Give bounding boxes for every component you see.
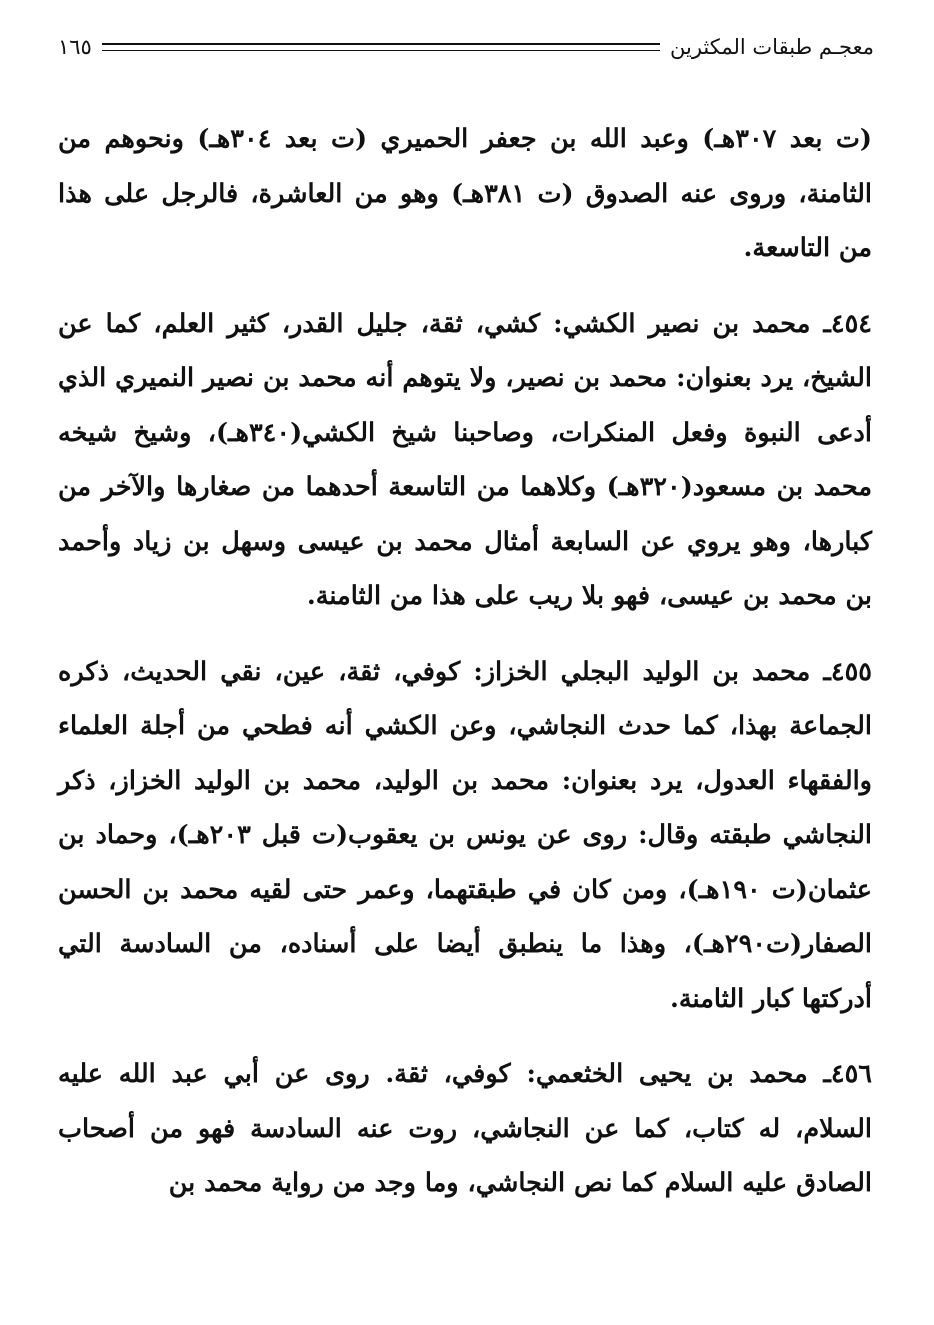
page-body [58,112,872,1211]
paragraph-continuation [58,112,872,276]
entry-name: محمد بن نصير الكشي: [553,308,811,339]
page-number: ١٦٥ [58,35,92,59]
running-header [58,30,874,64]
entry-454 [58,297,872,624]
entry-456 [58,1047,872,1211]
entry-name: محمد بن يحيى الخثعمي: [526,1059,808,1089]
entry-number: ٤٥٤ـ [823,308,872,339]
running-title: معجـم طبقات المكثرين [670,35,874,59]
entry-text: كوفي، ثقة، عين، نقي الحديث، ذكره الجماعة بهذا، كما حدث النجاشي، وعن الكشي أنه فطحي من أجلة العلماء والفقهاء العدول، يرد بعنوان: محمد بن الوليد، محمد بن الوليد الخزاز، ذكر النجاشي طبقته وقال: روى عن يونس بن يعقوب(ت قبل ٢٠٣هـ)، وحماد بن عثمان(ت ١٩٠هـ)، ومن كان في طبقتهما، وعمر حتى لقيه محمد بن الحسن الصفار(ت٢٩٠هـ)، وهذا ما ينطبق أيضا على أسناده، من السادسة التي أدركتها كبار الثامنة. [58,656,872,1014]
entry-text: كوفي، ثقة. روى عن أبي عبد الله عليه السلام، له كتاب، كما عن النجاشي، روت عنه السادسة فهو من أصحاب الصادق عليه السلام كما نص النجاشي، وما وجد من رواية محمد بن [58,1059,872,1198]
paragraph-gap [58,1026,872,1047]
entry-number: ٤٥٥ـ [823,656,872,687]
entry-number: ٤٥٦ـ [823,1059,872,1089]
paragraph-gap [58,624,872,645]
entry-name: محمد بن الوليد البجلي الخزاز: [473,656,811,687]
entry-text: كشي، ثقة، جليل القدر، كثير العلم، كما عن الشيخ، يرد بعنوان: محمد بن نصير، ولا يتوهم أنه محمد بن نصير النميري الذي أدعى النبوة وفعل المنكرات، وصاحبنا شيخ الكشي(٣٤٠هـ)، وشيخ شيخه محمد بن مسعود(٣٢٠هـ) وكلاهما من التاسعة أحدهما من صغارها والآخر من كبارها، وهو يروي عن السابعة أمثال محمد بن عيسى وسهل بن زياد وأحمد بن محمد بن عيسى، فهو بلا ريب على هذا من الثامنة. [58,308,872,611]
header-rule [102,43,660,51]
paragraph-text: (ت بعد ٣٠٧هـ) وعبد الله بن جعفر الحميري (ت بعد ٣٠٤هـ) ونحوهم من الثامنة، وروى عنه الصدوق (ت ٣٨١هـ) وهو من العاشرة، فالرجل على هذا من التاسعة. [58,124,872,263]
paragraph-gap [58,276,872,297]
entry-455 [58,645,872,1027]
